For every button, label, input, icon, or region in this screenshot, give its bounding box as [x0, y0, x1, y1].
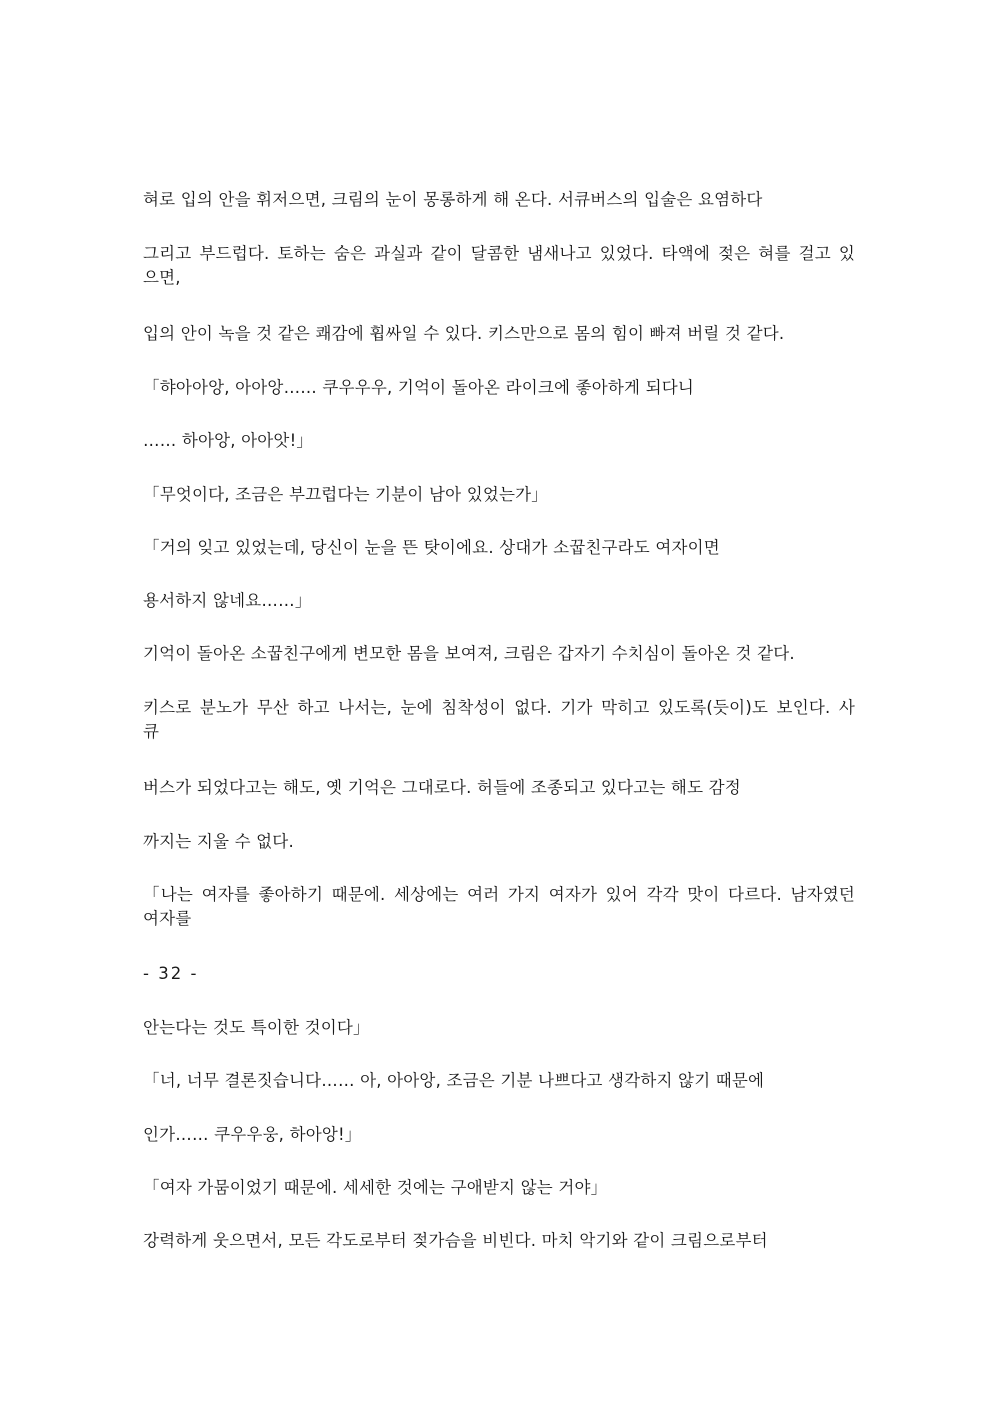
paragraph-9: 기억이 돌아온 소꿉친구에게 변모한 몸을 보여져, 크림은 갑자기 수치심이 돌아온 것 같다. [143, 644, 795, 663]
paragraph-10: 키스로 분노가 무산 하고 나서는, 눈에 침착성이 없다. 기가 막히고 있도록(듯이)도 보인다. 사큐 [143, 698, 855, 741]
paragraph-18: 강력하게 웃으면서, 모든 각도로부터 젖가슴을 비빈다. 마치 악기와 같이 크림으로부터 [143, 1231, 768, 1250]
paragraph-14: 안는다는 것도 특이한 것이다」 [143, 1018, 370, 1037]
paragraph-5: …… 하아앙, 아아앗!」 [143, 431, 314, 450]
page-number: - 32 - [143, 964, 199, 983]
paragraph-3: 입의 안이 녹을 것 같은 쾌감에 휩싸일 수 있다. 키스만으로 몸의 힘이 빠져 버릴 것 같다. [143, 324, 785, 343]
paragraph-12: 까지는 지울 수 없다. [143, 832, 294, 851]
paragraph-4: 「햐아아앙, 아아앙…… 쿠우우우, 기억이 돌아온 라이크에 좋아하게 되다니 [143, 378, 694, 397]
paragraph-8: 용서하지 않네요……」 [143, 591, 312, 610]
paragraph-15: 「너, 너무 결론짓습니다…… 아, 아아앙, 조금은 기분 나쁘다고 생각하지 않기 때문에 [143, 1071, 765, 1090]
paragraph-2: 그리고 부드럽다. 토하는 숨은 과실과 같이 달콤한 냄새나고 있었다. 타액에 젖은 혀를 걸고 있으면, [143, 244, 855, 287]
paragraph-6: 「무엇이다, 조금은 부끄럽다는 기분이 남아 있었는가」 [143, 485, 548, 504]
paragraph-16: 인가…… 쿠우우웅, 하아앙!」 [143, 1125, 362, 1144]
paragraph-7: 「거의 잊고 있었는데, 당신이 눈을 뜬 탓이에요. 상대가 소꿉친구라도 여자이면 [143, 538, 720, 557]
paragraph-1: 혀로 입의 안을 휘저으면, 크림의 눈이 몽롱하게 해 온다. 서큐버스의 입술은 요염하다 [143, 190, 763, 209]
paragraph-17: 「여자 가뭄이었기 때문에. 세세한 것에는 구애받지 않는 거야」 [143, 1178, 608, 1197]
paragraph-13: 「나는 여자를 좋아하기 때문에. 세상에는 여러 가지 여자가 있어 각각 맛이 다르다. 남자였던 여자를 [143, 885, 855, 928]
paragraph-11: 버스가 되었다고는 해도, 옛 기억은 그대로다. 허들에 조종되고 있다고는 해도 감정 [143, 778, 741, 797]
